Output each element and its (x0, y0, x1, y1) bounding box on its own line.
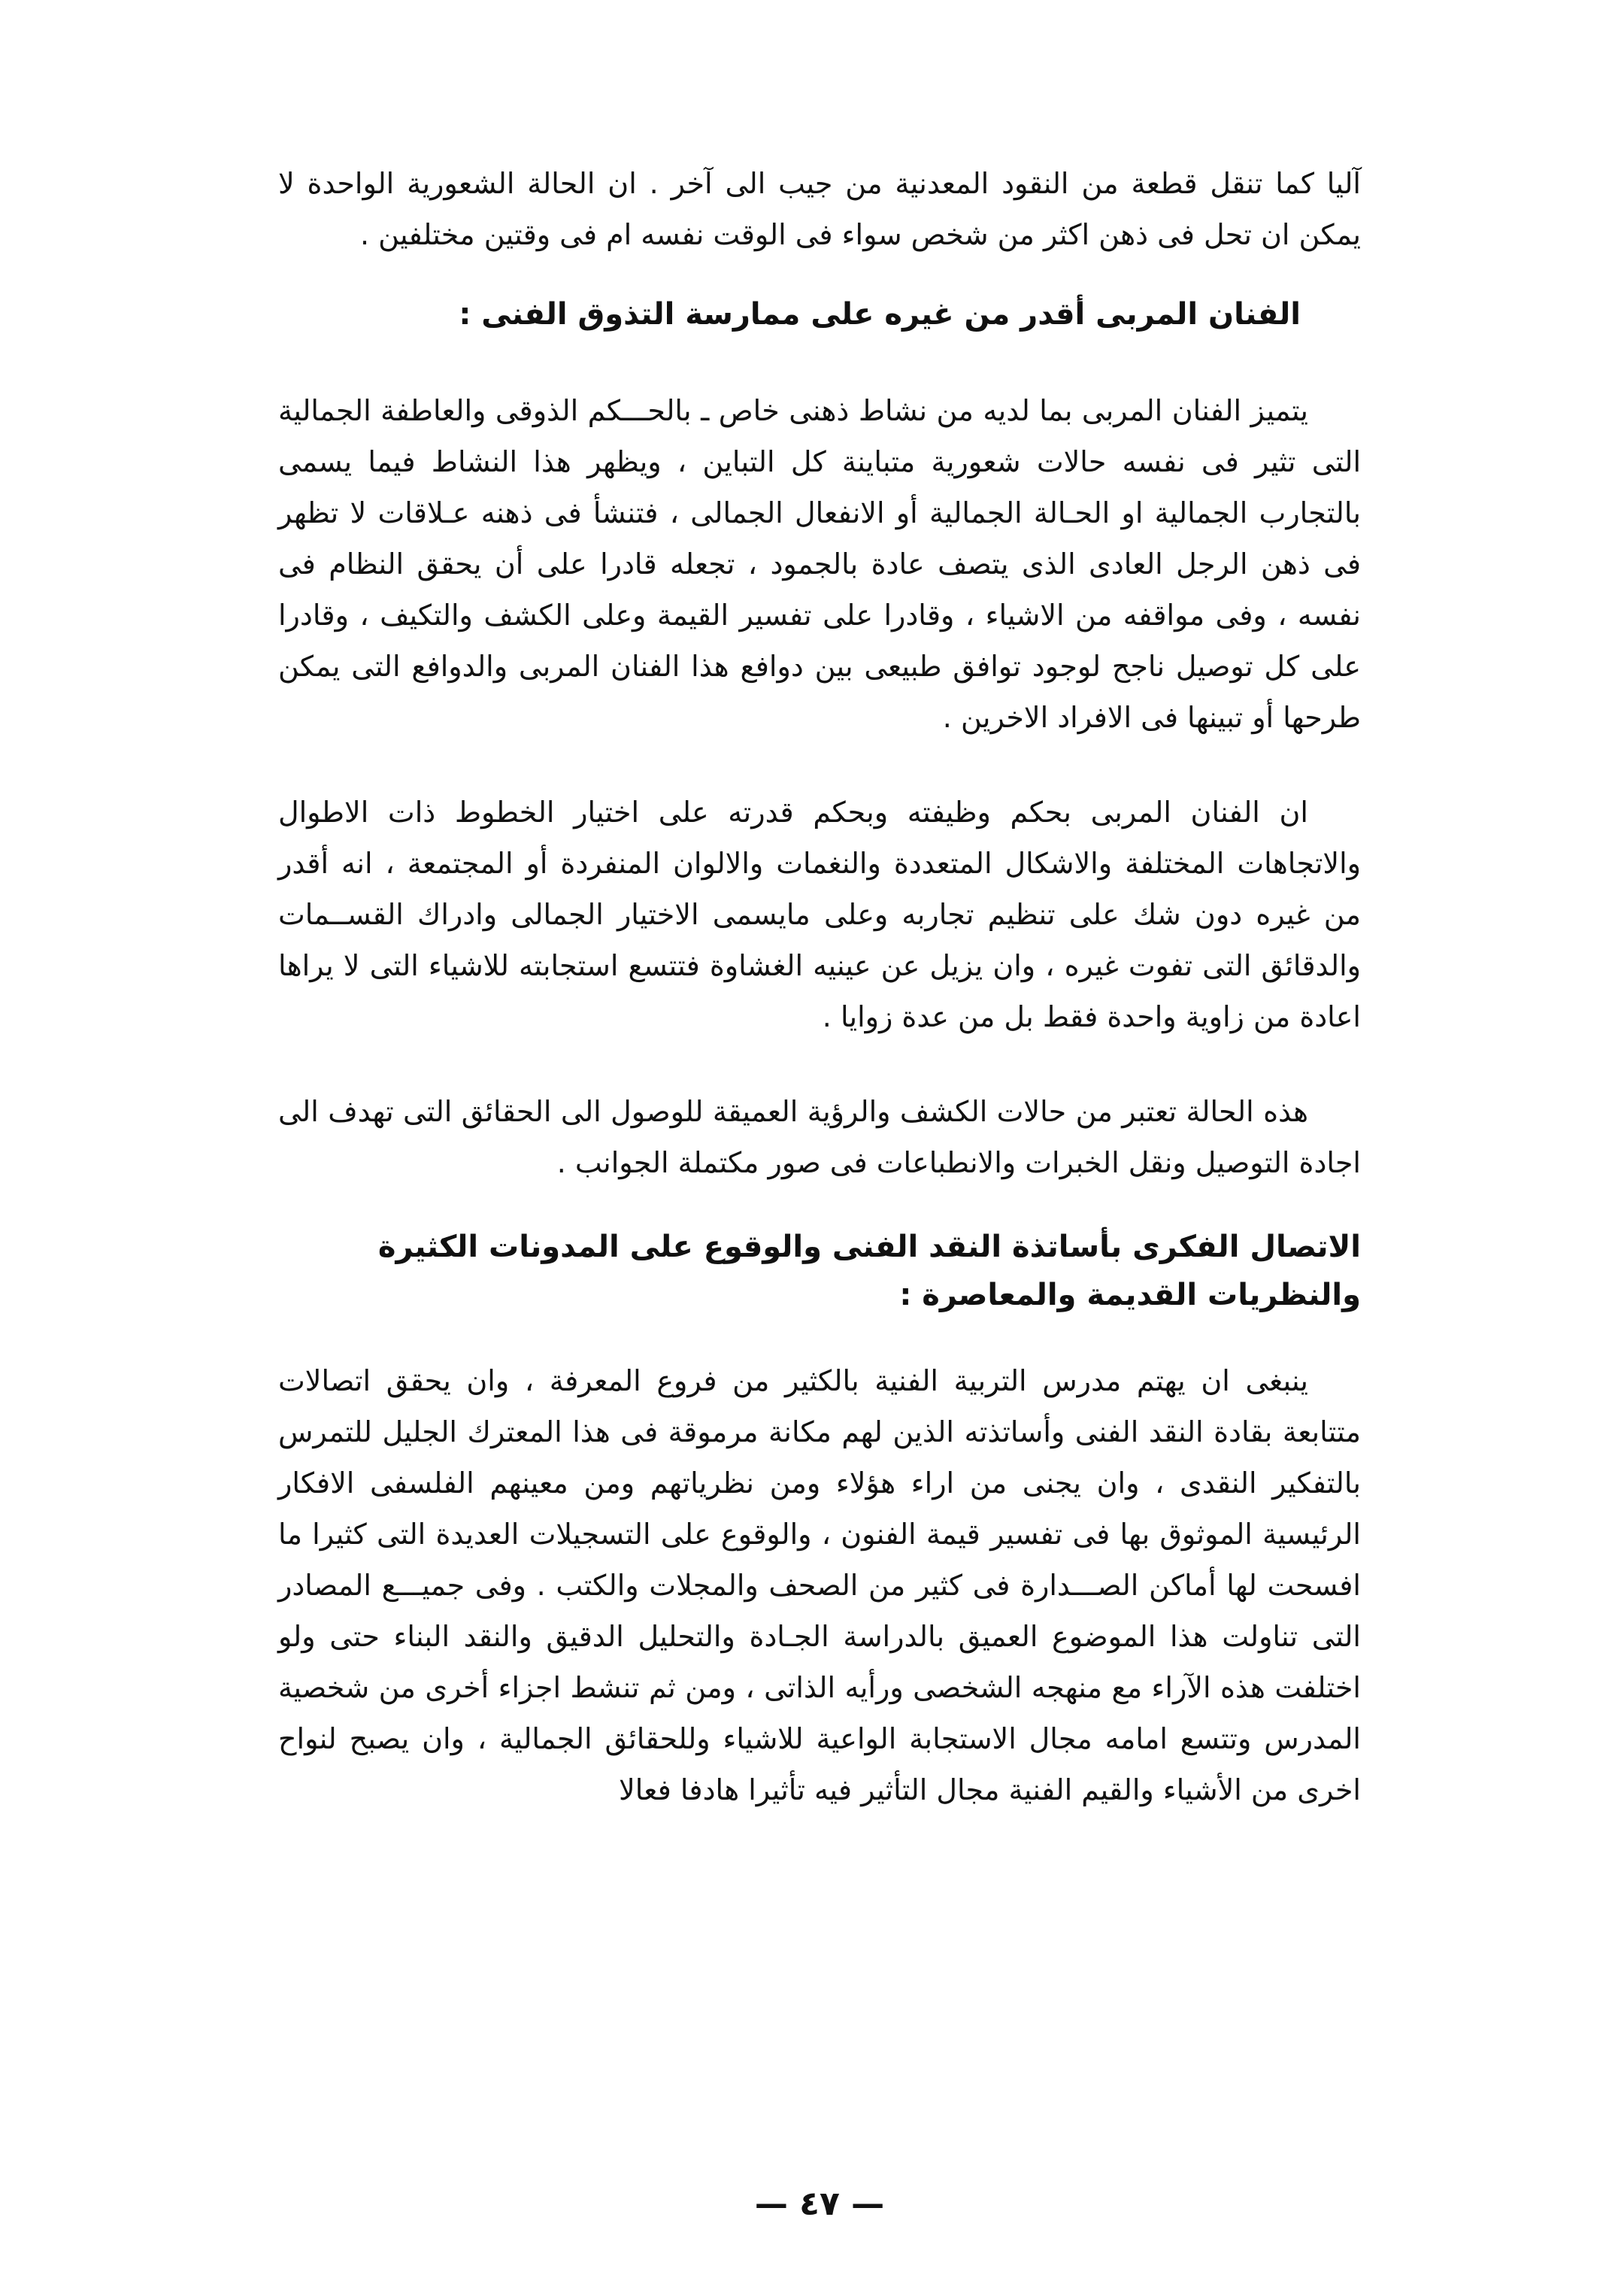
paragraph-artist-traits: يتميز الفنان المربى بما لديه من نشاط ذهنى خاص ـ بالحـــكم الذوقى والعاطفة الجمالية التى تثير فى نفسه حالات شعورية متباينة كل التباين ، ويظهر هذا النشاط فيما يسمى بالتجارب الجمالية او الحـالة الجمالية أو الانفعال الجمالى ، فتنشأ فى ذهنه عـلاقات لا تظهر فى ذهن الرجل العادى الذى يتصف عادة بالجمود ، تجعله قادرا على أن يحقق النظام فى نفسه ، وفى مواقفه من الاشياء ، وقادرا على تفسير القيمة وعلى الكشف والتكيف ، وقادرا على كل توصيل ناجح لوجود توافق طبيعى بين دوافع هذا الفنان المربى والدوافع التى يمكن طرحها أو تبينها فى الافراد الاخرين . (278, 394, 1361, 734)
paragraph-continuation: آليا كما تنقل قطعة من النقود المعدنية من جيب الى آخر . ان الحالة الشعورية الواحدة لا يمكن ان تحل فى ذهن اكثر من شخص سواء فى الوقت نفسه ام فى وقتين مختلفين . (278, 167, 1361, 251)
page-number: — ٤٧ — (754, 2185, 885, 2223)
document-page (278, 158, 1361, 2264)
section-heading-artist-educator: الفنان المربى أقدر من غيره على ممارسة التذوق الفنى : (459, 297, 1301, 332)
paragraph-teacher-knowledge: ينبغى ان يهتم مدرس التربية الفنية بالكثير من فروع المعرفة ، وان يحقق اتصالات متتابعة بقادة النقد الفنى وأساتذته الذين لهم مكانة مرموقة فى هذا المعترك الجليل للتمرس بالتفكير النقدى ، وان يجنى من اراء هؤلاء ومن نظرياتهم ومن معينهم الفلسفى الافكار الرئيسية الموثوق بها فى تفسير قيمة الفنون ، والوقوع على التسجيلات العديدة التى كثيرا ما افسحت لها أماكن الصـــدارة فى كثير من الصحف والمجلات والكتب . وفى جميـــع المصادر التى تناولت هذا الموضوع العميق بالدراسة الجـادة والتحليل الدقيق والنقد البناء حتى ولو اختلفت هذه الآراء مع منهجه الشخصى ورأيه الذاتى ، ومن ثم تنشط اجزاء أخرى من شخصية المدرس وتتسع امامه مجال الاستجابة الواعية للاشياء وللحقائق الجمالية ، وان يصبح لنواح اخرى من الأشياء والقيم الفنية مجال التأثير فيه تأثيرا هادفا فعالا (278, 1364, 1361, 1806)
paragraph-discovery-state: هذه الحالة تعتبر من حالات الكشف والرؤية العميقة للوصول الى الحقائق التى تهدف الى اجادة التوصيل ونقل الخبرات والانطباعات فى صور مكتملة الجوانب . (278, 1095, 1361, 1179)
section-heading-critics-contact: الاتصال الفكرى بأساتذة النقد الفنى والوقوع على المدونات الكثيرة والنظريات القديمة والمعاصرة : (377, 1230, 1361, 1312)
paragraph-artist-role: ان الفنان المربى بحكم وظيفته وبحكم قدرته على اختيار الخطوط ذات الاطوال والاتجاهات المختلفة والاشكال المتعددة والنغمات والالوان المنفردة أو المجتمعة ، انه أقدر من غيره دون شك على تنظيم تجاربه وعلى مايسمى الاختيار الجمالى وادراك القســمات والدقائق التى تفوت غيره ، وان يزيل عن عينيه الغشاوة فتتسع استجابته للاشياء التى لا يراها اعادة من زاوية واحدة فقط بل من عدة زوايا . (278, 796, 1361, 1033)
